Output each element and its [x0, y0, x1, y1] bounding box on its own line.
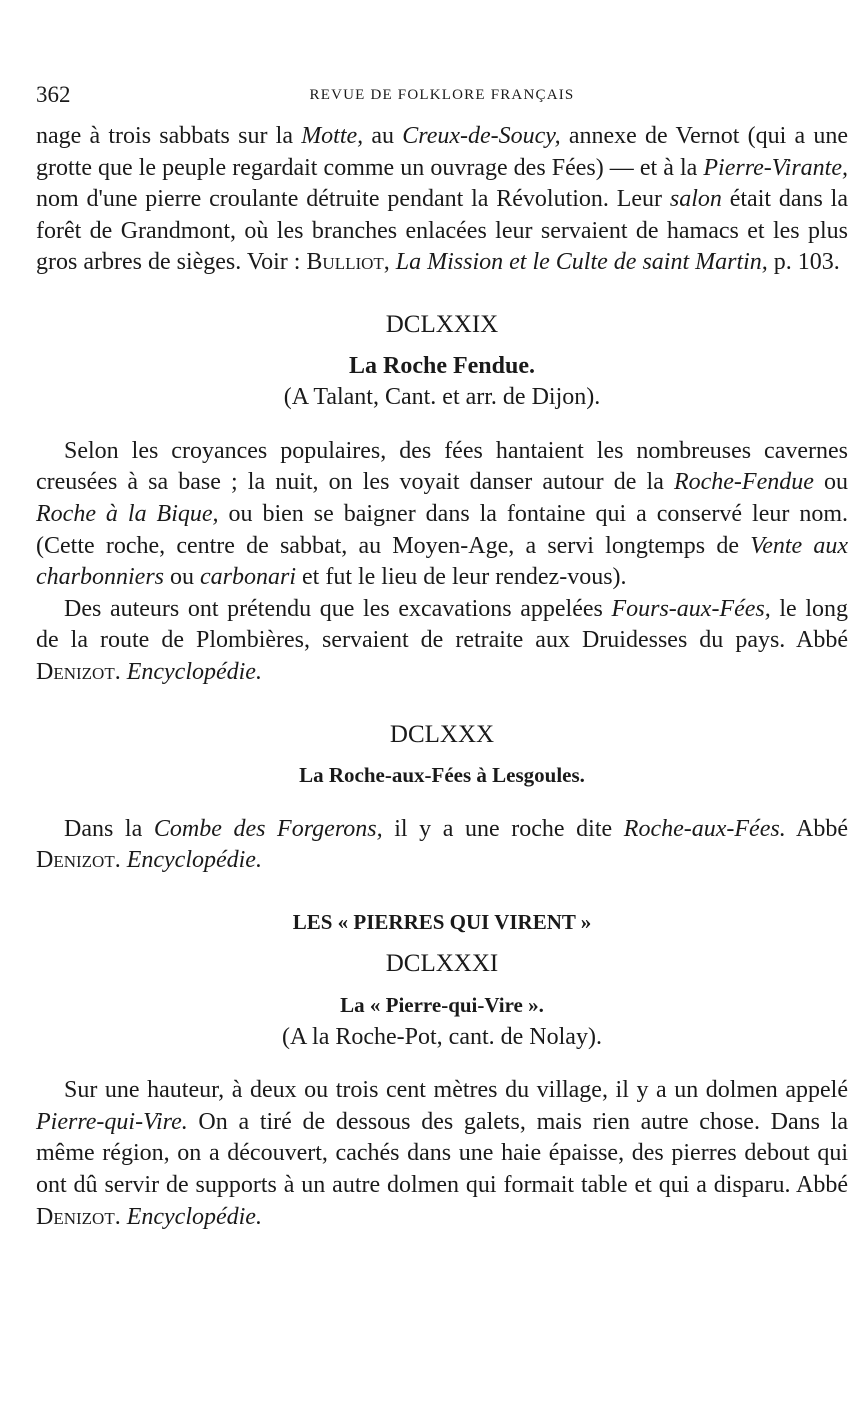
author-name: Bulliot, [306, 249, 390, 276]
body-text [36, 121, 848, 1233]
section-numeral: DCLXXX [389, 720, 495, 748]
text-run: p. 103. [767, 249, 840, 276]
section-subtitle: (A la Roche-Pot, cant. de Nolay). [282, 1023, 602, 1050]
italic-run: salon [669, 186, 722, 213]
section-numeral: DCLXXIX [385, 310, 499, 338]
page-number: 362 [36, 82, 71, 107]
section-subtitle: (A Talant, Cant. et arr. de Dijon). [283, 384, 601, 411]
text-run: le long de la route de Plombières, servaient de retraite aux Druidesses du pays. Abbé [36, 595, 848, 654]
italic-run: Encyclopédie. [126, 847, 262, 874]
section-paragraph [36, 594, 848, 689]
text-run: Abbé [785, 815, 848, 842]
text-run: ou [813, 469, 848, 496]
text-run: était dans la forêt de Grandmont, où les branches enlacées leur servaient de hamacs et les plus gros arbres de sièges. Voir : [36, 186, 849, 276]
italic-run: Vente aux charbonniers [36, 532, 849, 591]
author-name: Denizot. [36, 1203, 121, 1230]
text-run: On a tiré de dessous des galets, mais rien autre chose. Dans la même région, on a découvert, cachés dans une haie épaisse, des pierres debout qui ont dû servir de supports à un autre dolmen qui formait table et qui a disparu. Abbé [36, 1108, 848, 1199]
section-numeral: DCLXXXI [385, 950, 499, 978]
running-title: REVUE DE FOLKLORE FRANÇAIS [309, 87, 575, 103]
text-run: Selon les croyances populaires, des fées hantaient les nombreuses cavernes creusées à sa base ; la nuit, on les voyait danser autour de la [36, 437, 848, 496]
text-run: au [363, 123, 403, 149]
italic-run: Roche-aux-Fées. [623, 815, 786, 842]
text-run: annexe de Vernot (qui a une grotte que le peuple regardait comme un ouvrage des Fées) — et à la [36, 123, 849, 181]
text-run: Des auteurs ont prétendu que les excavations appelées [64, 595, 612, 622]
text-run: il y a une roche dite [382, 815, 624, 842]
italic-run: Encyclopédie. [126, 658, 262, 685]
italic-run: Combe des Forgerons, [153, 815, 383, 842]
text-run: nage à trois sabbats sur la [36, 123, 302, 149]
text-run: ou bien se baigner dans la fontaine qui a conservé leur nom. (Cette roche, centre de sabbat, au Moyen-Age, a servi longtemps de [36, 500, 848, 559]
text-run: ou [164, 564, 200, 591]
italic-run: Motte, [301, 123, 364, 149]
text-run: Sur une hauteur, à deux ou trois cent mètres du village, il y a un dolmen appelé [64, 1077, 848, 1104]
italic-run: carbonari [200, 564, 296, 591]
italic-run: Roche à la Bique, [36, 500, 219, 527]
italic-run: Pierre-qui-Vire. [36, 1108, 188, 1135]
section-paragraph [36, 436, 848, 594]
section-paragraph [36, 814, 848, 877]
page-header [36, 82, 848, 112]
intro-paragraph [36, 121, 848, 279]
italic-run: La Mission et le Culte de saint Martin, [395, 249, 768, 276]
chapter-title: LES « PIERRES QUI VIRENT » [292, 909, 592, 934]
italic-run: Creux-de-Soucy, [402, 123, 561, 149]
section-title: La « Pierre-qui-Vire ». [340, 993, 544, 1018]
author-name: Denizot. [36, 847, 121, 874]
author-name: Denizot. [36, 658, 121, 685]
section-title: La Roche Fendue. [349, 352, 535, 379]
text-run: Dans la [64, 815, 154, 842]
italic-run: Roche-Fendue [673, 469, 814, 496]
italic-run: Encyclopédie. [126, 1203, 262, 1230]
section-title: La Roche-aux-Fées à Lesgoules. [299, 763, 585, 788]
text-run: et fut le lieu de leur rendez-vous). [296, 564, 627, 591]
text-run: nom d'une pierre croulante détruite pendant la Révolution. Leur [36, 186, 670, 213]
italic-run: Pierre-Virante, [703, 154, 848, 181]
italic-run: Fours-aux-Fées, [611, 595, 771, 622]
section-paragraph [36, 1075, 848, 1233]
